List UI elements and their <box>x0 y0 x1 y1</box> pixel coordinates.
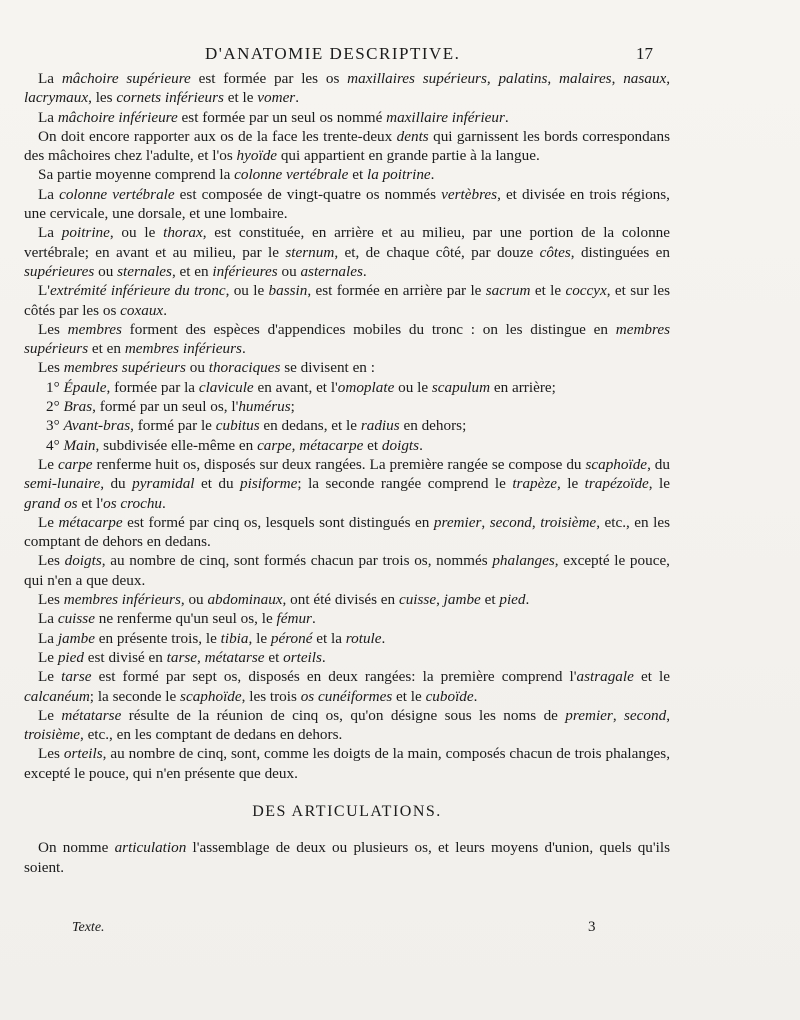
text-run: On nomme <box>38 839 115 857</box>
list-item <box>24 416 670 435</box>
italic-term: inférieures <box>212 262 278 280</box>
text-run: . <box>311 610 316 628</box>
text-run: , <box>666 706 670 724</box>
text-run: , les <box>88 89 117 107</box>
italic-term: pyramidal <box>132 475 195 493</box>
italic-term: sacrum <box>485 282 531 300</box>
text-run: . <box>295 89 300 107</box>
text-run: est composée de vingt-quatre os nommés <box>174 185 442 203</box>
text-run: Le <box>38 706 62 724</box>
italic-term: premier <box>433 513 482 531</box>
list-item <box>24 397 670 416</box>
italic-term: tarse <box>61 668 92 686</box>
text-run: Le <box>38 668 62 686</box>
italic-term: membres supérieurs <box>63 359 186 377</box>
italic-term: scapulum <box>431 378 491 396</box>
italic-term: pisiforme <box>240 475 298 493</box>
italic-term: omoplate <box>337 378 395 396</box>
text-run: l'assemblage de deux ou plusieurs os, et leurs moyens d'union, quels qu'ils soient. <box>24 839 670 876</box>
text-run: La <box>38 610 58 628</box>
italic-term: péroné <box>270 629 313 647</box>
italic-term: carpe <box>57 455 93 473</box>
paragraph <box>24 513 670 552</box>
italic-term: maxillaire inférieur <box>386 108 505 126</box>
text-run: Le <box>38 455 58 473</box>
text-run: , <box>612 706 625 724</box>
italic-term: semi-lunaire <box>24 475 101 493</box>
text-run: , le <box>648 475 670 493</box>
text-run: , formé par un seul os, l' <box>92 398 239 416</box>
italic-term: trapèze <box>512 475 558 493</box>
text-run: , distinguées en <box>570 243 671 261</box>
italic-term: pied <box>499 591 526 609</box>
text-run: , au nombre de cinq, sont, comme les doigts de la main, composés chacun de trois phalanges, excepté le pouce, qui n'en présente que deux. <box>24 745 671 782</box>
text-run: Les <box>38 359 64 377</box>
running-title: D'ANATOMIE DESCRIPTIVE. <box>205 44 461 63</box>
italic-term: dents <box>396 127 429 145</box>
text-run: et du <box>194 475 241 493</box>
italic-term: cubitus <box>215 417 260 435</box>
italic-term: métacarpe <box>299 436 364 454</box>
italic-term: palatins <box>498 70 548 87</box>
text-run: Les <box>38 591 64 609</box>
text-run: , formée par la <box>106 378 199 396</box>
text-run: , et, de chaque côté, par douze <box>334 243 540 261</box>
text-run: , formé par le <box>130 417 216 435</box>
text-run: Le <box>38 648 58 666</box>
italic-term: malaires <box>559 70 612 87</box>
text-run: Le <box>38 513 59 531</box>
paragraph <box>24 551 670 590</box>
text-run: , les trois <box>241 687 301 705</box>
text-run: , etc., en les comptant de dedans en dehors. <box>79 726 343 744</box>
text-run: et <box>348 166 367 184</box>
text-run: et <box>480 591 500 609</box>
page-number: 17 <box>636 44 653 63</box>
italic-term: troisième <box>24 726 80 744</box>
italic-term: thorax <box>163 224 203 242</box>
section-heading: DES ARTICULATIONS. <box>252 802 442 820</box>
italic-term: vertèbres <box>441 185 498 203</box>
italic-term: clavicule <box>198 378 254 396</box>
italic-term: humérus <box>238 398 291 416</box>
paragraph <box>24 648 670 667</box>
text-run: , le <box>557 475 585 493</box>
paragraph <box>24 281 670 320</box>
paragraph <box>24 185 670 224</box>
text-run: et le <box>530 282 566 300</box>
text-run: 3° <box>46 417 64 435</box>
text-run: et <box>363 436 382 454</box>
text-run: ou <box>185 359 209 377</box>
text-run: , etc., en les comptant de dehors en dedans. <box>24 513 671 551</box>
italic-term: Avant-bras <box>63 417 131 435</box>
paragraph <box>24 320 670 359</box>
italic-term: coxaux <box>120 301 164 319</box>
italic-term: Bras <box>63 398 93 416</box>
text-run: La <box>38 108 58 126</box>
text-run: , <box>547 70 559 87</box>
paragraph <box>24 609 670 628</box>
italic-term: grand os <box>24 494 78 512</box>
text-run: La <box>38 629 58 647</box>
paragraph <box>24 838 670 877</box>
italic-term: sternales <box>117 262 172 280</box>
text-run: La <box>38 185 60 203</box>
text-run: , et divisée en trois régions, une cervicale, une dorsale, et une lombaire. <box>24 185 670 223</box>
italic-term: pied <box>57 648 84 666</box>
italic-term: carpe <box>257 436 292 454</box>
text-run: renferme huit os, disposés sur deux rangées. La première rangée se compose du <box>92 455 586 473</box>
text-run: en présente trois, le <box>94 629 221 647</box>
text-run: est formée par un seul os nommé <box>177 108 387 126</box>
italic-term: membres <box>67 320 122 338</box>
text-run: , ou <box>180 591 208 609</box>
text-run: en dehors; <box>399 417 467 435</box>
italic-term: la poitrine <box>366 166 431 184</box>
text-run: résulte de la réunion de cinq os, qu'on désigne sous les noms de <box>121 706 566 724</box>
text-run: . <box>241 340 246 358</box>
paragraph <box>24 744 670 783</box>
text-run: 2° <box>46 398 64 416</box>
paragraph <box>24 706 670 745</box>
italic-term: métatarse <box>204 648 265 666</box>
text-run: On doit encore rapporter aux os de la face les trente-deux <box>38 127 397 145</box>
text-run: , et sur les côtés par les os <box>24 282 670 319</box>
list-item <box>24 436 670 455</box>
italic-term: os cunéiformes <box>300 687 393 705</box>
text-run: et le <box>223 89 258 107</box>
text-run: , subdivisée elle-même en <box>95 436 258 454</box>
italic-term: membres inférieurs <box>63 591 181 609</box>
text-run: ou <box>94 262 118 280</box>
italic-term: colonne vertébrale <box>59 185 175 203</box>
italic-term: fémur <box>276 610 312 628</box>
text-run: . <box>381 629 386 647</box>
text-run: forment des espèces d'appendices mobiles du tronc : on les distingue en <box>121 320 616 338</box>
footer-signature: Texte. <box>72 920 105 935</box>
text-run: et <box>264 648 284 666</box>
text-run: , <box>197 648 205 666</box>
italic-term: asternales <box>300 262 363 280</box>
list-item <box>24 378 670 397</box>
italic-term: sternum <box>285 243 335 261</box>
text-run: qui appartient en grande partie à la langue. <box>277 147 540 165</box>
text-run: en avant, et l' <box>253 378 338 396</box>
italic-term: vomer <box>257 89 296 107</box>
text-run: , <box>611 70 624 87</box>
italic-term: os crochu <box>103 494 163 512</box>
text-run: La <box>38 70 62 87</box>
italic-term: jambe <box>57 629 95 647</box>
text-run: est formé par sept os, disposés en deux rangées: la première comprend l' <box>91 668 577 686</box>
text-run: . <box>504 108 509 126</box>
italic-term: membres inférieurs <box>124 340 242 358</box>
text-run: , ou le <box>225 282 269 300</box>
paragraph <box>24 455 670 513</box>
text-run: . <box>362 262 367 280</box>
text-run: qui garnissent les bords correspondans des mâchoires chez l'adulte, et l'os <box>24 127 670 165</box>
paragraph <box>24 223 670 281</box>
text-run: , <box>531 513 541 531</box>
paragraph <box>24 108 670 127</box>
text-run: ; la seconde rangée comprend le <box>297 475 513 493</box>
text-run: est formé par cinq os, lesquels sont distingués en <box>122 513 434 531</box>
text-run: est divisé en <box>83 648 167 666</box>
italic-term: thoraciques <box>208 359 281 377</box>
italic-term: doigts <box>64 552 102 570</box>
text-run: . <box>162 494 166 512</box>
italic-term: tibia <box>220 629 249 647</box>
italic-term: nasaux <box>623 70 667 87</box>
text-run: L' <box>38 282 51 300</box>
text-run: et en <box>88 340 125 358</box>
paragraph <box>24 667 670 706</box>
text-run: , <box>291 436 300 454</box>
italic-term: bassin <box>268 282 308 300</box>
body-text <box>24 69 670 877</box>
italic-term: radius <box>360 417 400 435</box>
text-run: , le <box>248 629 271 647</box>
text-run: , <box>666 70 671 87</box>
paragraph <box>24 358 670 377</box>
italic-term: métacarpe <box>58 513 123 531</box>
text-run: ; la seconde le <box>89 687 181 705</box>
paragraph <box>24 69 670 108</box>
paragraph <box>24 629 670 648</box>
italic-term: scaphoïde <box>180 687 242 705</box>
text-run: , ont été divisés en <box>282 591 399 609</box>
text-run: , est constituée, en arrière et au milieu, par une portion de la colonne vertébrale; en avant et au milieu, par le <box>24 224 670 261</box>
text-run: , au nombre de cinq, sont formés chacun par trois os, nommés <box>101 552 493 570</box>
italic-term: abdominaux <box>207 591 283 609</box>
text-run: , du <box>647 455 670 473</box>
text-run: , et en <box>171 262 213 280</box>
italic-term: côtes <box>539 243 571 261</box>
italic-term: tarse <box>166 648 198 666</box>
text-run: ou <box>277 262 301 280</box>
text-run: se divisent en : <box>280 359 375 377</box>
text-run: , ou le <box>109 224 164 242</box>
text-run: ; <box>290 398 295 416</box>
paragraph <box>24 590 670 609</box>
text-run: 1° <box>46 378 64 396</box>
italic-term: Main <box>63 436 96 454</box>
text-run: . <box>430 166 435 184</box>
text-run: 4° <box>46 436 64 454</box>
footer-sheet-number: 3 <box>588 919 596 935</box>
italic-term: rotule <box>345 629 382 647</box>
italic-term: cornets inférieurs <box>116 89 224 107</box>
text-run: La <box>38 224 62 242</box>
text-run: et le <box>392 687 426 705</box>
italic-term: scaphoïde <box>585 455 648 473</box>
text-run: . <box>473 687 478 705</box>
italic-term: calcanéum <box>24 687 90 705</box>
text-run: , <box>481 513 490 531</box>
italic-term: hyoïde <box>236 147 278 165</box>
text-run: en dedans, et le <box>259 417 361 435</box>
italic-term: astragale <box>576 668 634 686</box>
text-run: . <box>419 436 423 454</box>
text-run: en arrière; <box>490 378 556 396</box>
italic-term: doigts <box>381 436 420 454</box>
italic-term: extrémité inférieure du tronc <box>50 282 226 300</box>
text-run: . <box>163 301 167 319</box>
paragraph <box>24 165 670 184</box>
italic-term: troisième <box>540 513 597 531</box>
italic-term: trapézoïde <box>584 475 649 493</box>
italic-term: poitrine <box>61 224 110 242</box>
text-run: , est formée en arrière par le <box>307 282 486 300</box>
italic-term: phalanges <box>492 552 555 570</box>
italic-term: lacrymaux <box>24 89 89 107</box>
italic-term: second <box>489 513 532 531</box>
text-run: , du <box>100 475 133 493</box>
text-run: Les <box>38 745 64 763</box>
italic-term: orteils <box>283 648 322 666</box>
text-run: , excepté le pouce, qui n'en a que deux. <box>24 552 670 589</box>
paragraph <box>24 127 670 166</box>
italic-term: second <box>624 706 667 724</box>
italic-term: mâchoire inférieure <box>57 108 178 126</box>
text-run: . <box>525 591 530 609</box>
italic-term: cuisse <box>398 591 437 609</box>
text-run: ou le <box>394 378 432 396</box>
italic-term: Épaule <box>63 378 107 396</box>
text-run: Sa partie moyenne comprend la <box>38 166 235 184</box>
italic-term: maxillaires supérieurs <box>347 70 487 87</box>
text-run: , <box>486 70 499 87</box>
italic-term: supérieures <box>24 262 95 280</box>
text-run: et le <box>633 668 670 686</box>
text-run: est formée par les os <box>190 70 348 87</box>
text-run: et la <box>312 629 346 647</box>
text-run: , <box>436 591 444 609</box>
text-run: ne renferme qu'un seul os, le <box>94 610 277 628</box>
italic-term: cuboïde <box>425 687 474 705</box>
italic-term: mâchoire supérieure <box>61 70 191 87</box>
italic-term: jambe <box>443 591 481 609</box>
italic-term: articulation <box>114 839 187 857</box>
italic-term: orteils <box>63 745 103 763</box>
italic-term: coccyx <box>565 282 607 300</box>
text-run: . <box>321 648 326 666</box>
italic-term: premier <box>565 706 613 724</box>
text-run: et l' <box>77 494 104 512</box>
italic-term: métatarse <box>61 706 122 724</box>
text-run: Les <box>38 320 68 338</box>
italic-term: colonne vertébrale <box>234 166 349 184</box>
text-run: Les <box>38 552 65 570</box>
italic-term: membres supérieurs <box>24 320 671 358</box>
italic-term: cuisse <box>57 610 95 628</box>
